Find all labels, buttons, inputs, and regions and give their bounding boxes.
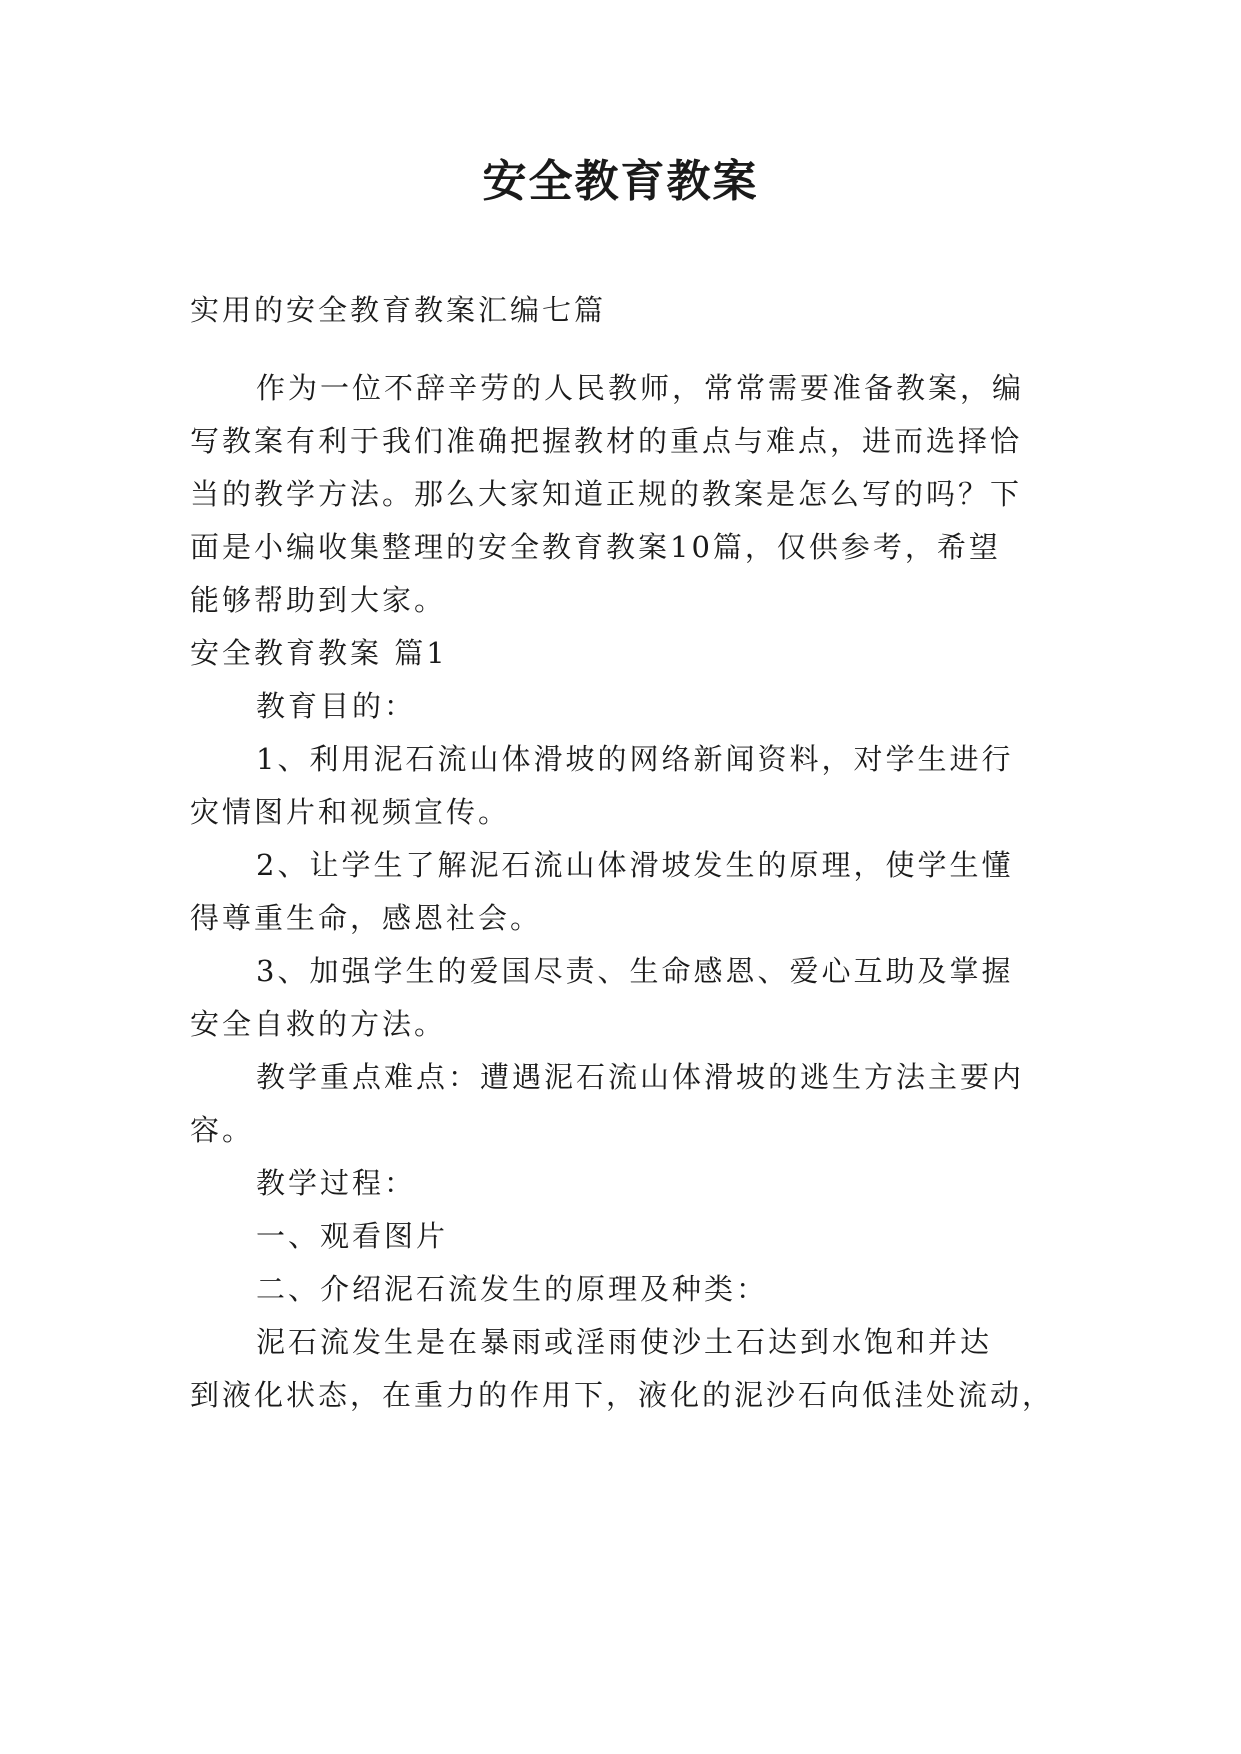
paragraph-line: 灾情图片和视频宣传。 [190,795,511,829]
paragraph-line: 教育目的： [256,689,417,723]
paragraph-line: 到液化状态，在重力的作用下，液化的泥沙石向低洼处流动， [190,1378,1055,1412]
section-heading: 安全教育教案 篇1 [190,636,448,670]
paragraph-line: 3、加强学生的爱国尽责、生命感恩、爱心互助及掌握 [256,954,1014,988]
paragraph-line: 面是小编收集整理的安全教育教案10篇，仅供参考，希望 [190,530,1001,564]
paragraph-line: 泥石流发生是在暴雨或淫雨使沙土石达到水饱和并达 [256,1325,993,1359]
paragraph-line: 作为一位不辞辛劳的人民教师，常常需要准备教案，编 [256,371,1025,405]
paragraph-line: 教学重点难点：遭遇泥石流山体滑坡的逃生方法主要内 [256,1060,1025,1094]
paragraph-line: 一、观看图片 [256,1219,449,1253]
paragraph-line: 能够帮助到大家。 [190,583,447,617]
paragraph-line: 二、介绍泥石流发生的原理及种类： [256,1272,769,1306]
paragraph-line: 得尊重生命，感恩社会。 [190,901,543,935]
paragraph-line: 容。 [190,1113,255,1147]
paragraph-line: 教学过程： [256,1166,417,1200]
paragraph-line: 2、让学生了解泥石流山体滑坡发生的原理，使学生懂 [256,848,1014,882]
document-subtitle: 实用的安全教育教案汇编七篇 [190,293,607,327]
paragraph-line: 写教案有利于我们准确把握教材的重点与难点，进而选择恰 [190,424,1023,458]
document-title: 安全教育教案 [482,156,759,207]
paragraph-line: 1、利用泥石流山体滑坡的网络新闻资料，对学生进行 [256,742,1014,776]
paragraph-line: 当的教学方法。那么大家知道正规的教案是怎么写的吗？下 [190,477,1023,511]
paragraph-line: 安全自救的方法。 [190,1007,447,1041]
